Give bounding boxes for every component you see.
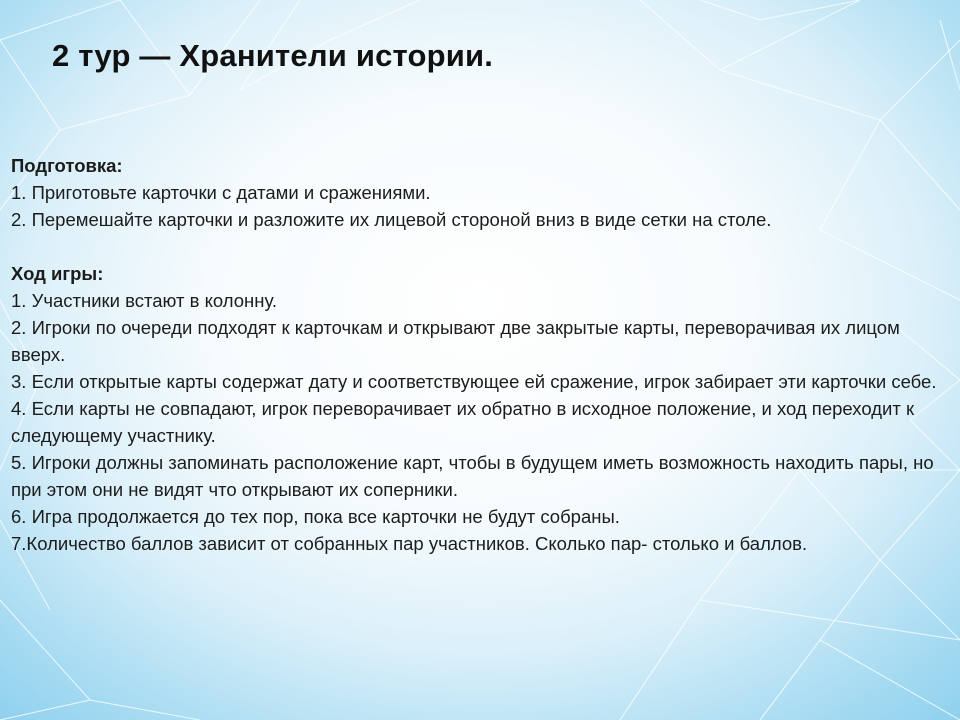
section-spacer (11, 233, 946, 260)
gameplay-item-6: 6. Игра продолжается до тех пор, пока все карточки не будут собраны. (11, 506, 620, 527)
gameplay-item-2: 2. Игроки по очереди подходят к карточкам и открывают две закрытые карты, переворачивая их лицом вверх. (11, 317, 900, 365)
gameplay-heading: Ход игры: (11, 263, 104, 284)
gameplay-item-4: 4. Если карты не совпадают, игрок переворачивает их обратно в исходное положение, и ход переходит к следующему участнику. (11, 398, 915, 446)
gameplay-item-3: 3. Если открытые карты содержат дату и соответствующее ей сражение, игрок забирает эти карточки себе. (11, 371, 937, 392)
preparation-heading: Подготовка: (11, 155, 123, 176)
preparation-item-2: 2. Перемешайте карточки и разложите их лицевой стороной вниз в виде сетки на столе. (11, 209, 772, 230)
slide-body (11, 152, 946, 557)
gameplay-item-1: 1. Участники встают в колонну. (11, 290, 278, 311)
gameplay-item-5: 5. Игроки должны запоминать расположение карт, чтобы в будущем иметь возможность находить пары, но при этом они не видят что открывают их соперники. (11, 452, 934, 500)
preparation-item-1: 1. Приготовьте карточки с датами и сражениями. (11, 182, 431, 203)
gameplay-item-7: 7.Количество баллов зависит от собранных пар участников. Сколько пар- столько и баллов. (11, 533, 808, 554)
slide-title: 2 тур — Хранители истории. (52, 38, 494, 73)
